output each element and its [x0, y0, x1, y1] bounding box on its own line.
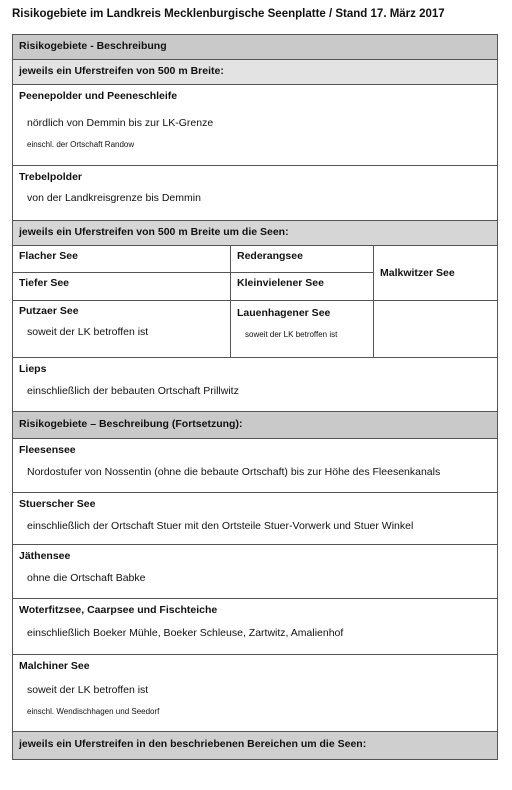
section-header-bereichen: jeweils ein Uferstreifen in den beschriebenen Bereichen um die Seen:: [13, 732, 497, 759]
cell-lauenhagener-see: [231, 301, 374, 357]
entry-text: einschließlich der Ortschaft Stuer mit den Ortsteile Stuer-Vorwerk und Stuer Winkel: [27, 520, 414, 532]
entry-peenepolder: [13, 85, 497, 166]
section-header-seen: jeweils ein Uferstreifen von 500 m Breite um die Seen:: [13, 221, 497, 246]
document-title: Risikogebiete im Landkreis Mecklenburgische Seenplatte / Stand 17. März 2017: [12, 8, 445, 20]
lakes-grid: [13, 246, 497, 358]
cell-title: Putzaer See: [19, 305, 79, 317]
entry-fleesensee: [13, 439, 497, 493]
entry-text: einschließlich der bebauten Ortschaft Prillwitz: [27, 385, 239, 397]
section-header-fortsetzung: Risikogebiete – Beschreibung (Fortsetzung):: [13, 412, 497, 439]
section-header-beschreibung: Risikogebiete - Beschreibung: [13, 35, 497, 60]
cell-text: soweit der LK betroffen ist: [27, 326, 149, 338]
entry-title: Fleesensee: [19, 444, 76, 456]
entry-text: soweit der LK betroffen ist: [27, 684, 149, 696]
entry-text: ohne die Ortschaft Babke: [27, 572, 146, 584]
entry-trebelpolder: [13, 166, 497, 221]
cell-tiefer-see: Tiefer See: [13, 273, 231, 301]
entry-jaethensee: [13, 545, 497, 599]
cell-text: soweit der LK betroffen ist: [245, 330, 338, 339]
entry-malchiner-see: [13, 655, 497, 732]
entry-note: einschl. der Ortschaft Randow: [27, 140, 135, 149]
entry-note: einschl. Wendischhagen und Seedorf: [27, 707, 160, 716]
entry-title: Trebelpolder: [19, 171, 83, 183]
cell-title: Lauenhagener See: [237, 307, 331, 319]
entry-title: Malchiner See: [19, 660, 90, 672]
entry-title: Stuerscher See: [19, 498, 96, 510]
entry-woterfitzsee: [13, 599, 497, 655]
entry-title: Woterfitzsee, Caarpsee und Fischteiche: [19, 604, 218, 616]
cell-malkwitzer-see: Malkwitzer See: [374, 246, 497, 301]
entry-title: Peenepolder und Peeneschleife: [19, 90, 178, 102]
cell-putzaer-see: [13, 301, 231, 357]
entry-text: von der Landkreisgrenze bis Demmin: [27, 192, 201, 204]
entry-lieps: [13, 358, 497, 412]
cell-rederangsee: Rederangsee: [231, 246, 374, 273]
entry-text: nördlich von Demmin bis zur LK-Grenze: [27, 117, 214, 129]
entry-text: einschließlich Boeker Mühle, Boeker Schleuse, Zartwitz, Amalienhof: [27, 627, 344, 639]
entry-stuerscher-see: [13, 493, 497, 545]
entry-title: Jäthensee: [19, 550, 71, 562]
cell-flacher-see: Flacher See: [13, 246, 231, 273]
cell-kleinvielener-see: Kleinvielener See: [231, 273, 374, 301]
risk-areas-table: [12, 34, 498, 760]
entry-title: Lieps: [19, 363, 47, 375]
section-header-uferstreifen: jeweils ein Uferstreifen von 500 m Breite:: [13, 60, 497, 85]
entry-text: Nordostufer von Nossentin (ohne die bebaute Ortschaft) bis zur Höhe des Fleesenkanals: [27, 466, 441, 478]
